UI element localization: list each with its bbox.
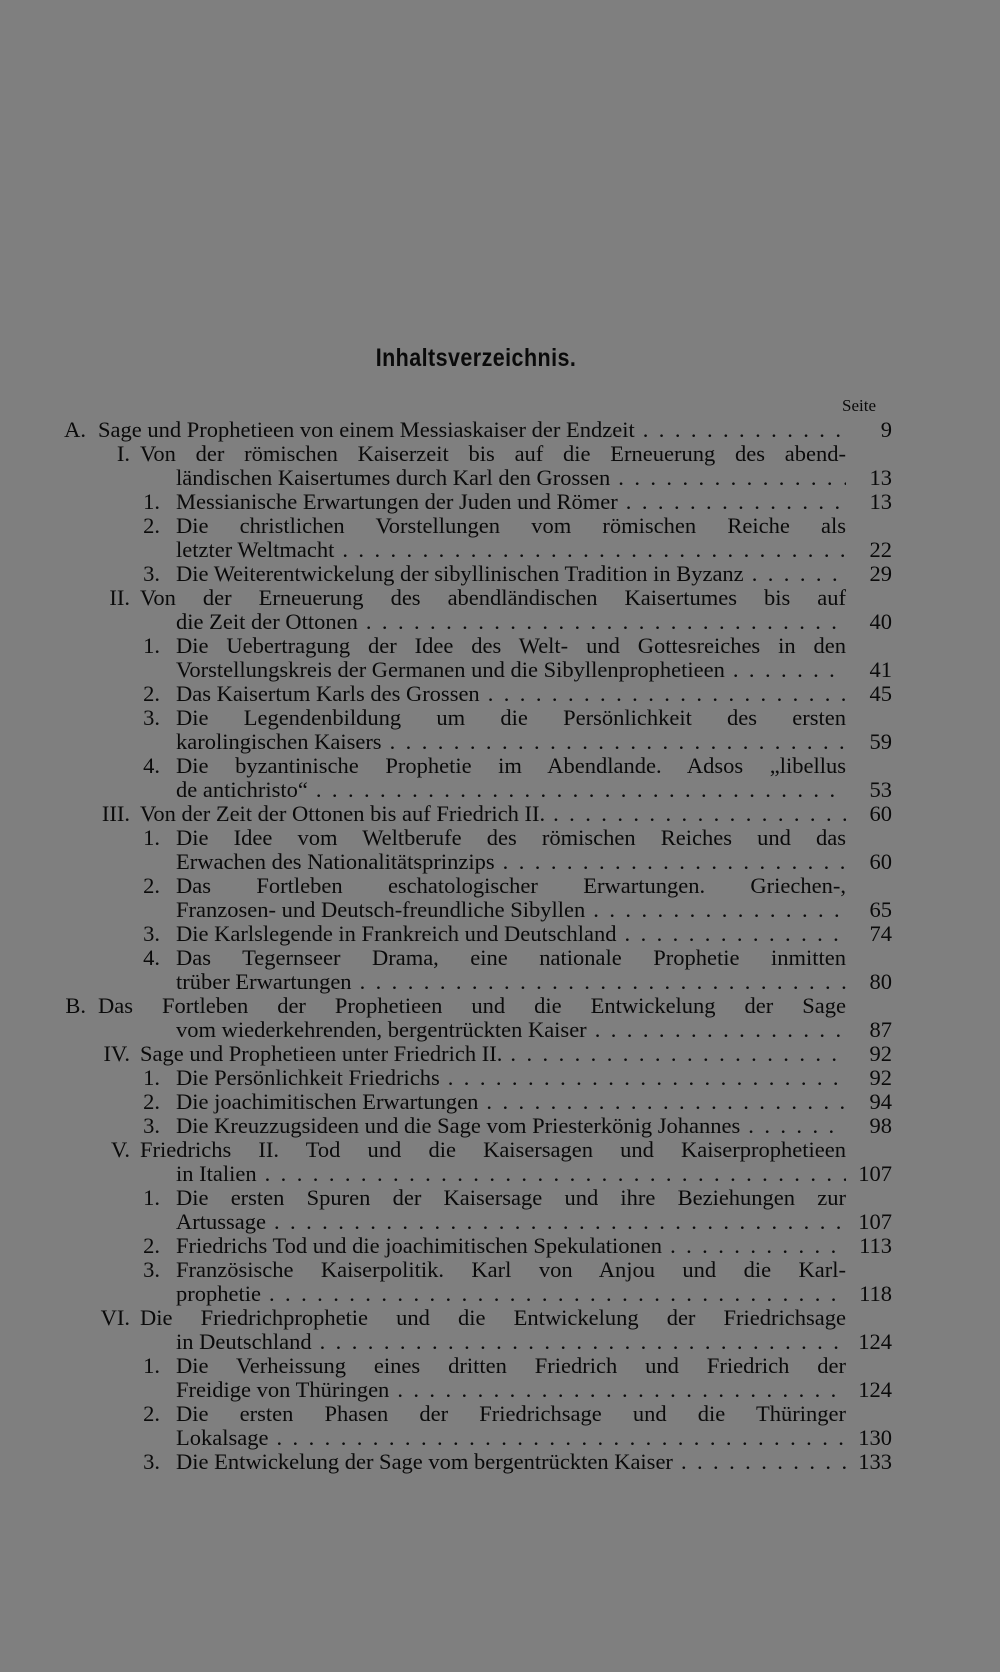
toc-entry-page: 107 <box>858 1161 892 1186</box>
toc-entry-title: Sage und Prophetieen von einem Messiaskaiser der Endzeit . . . <box>98 418 846 442</box>
toc-entry-number: VI. <box>100 1305 130 1330</box>
toc-entry <box>0 1138 1000 1162</box>
toc-entry <box>0 850 1000 874</box>
toc-entry-title: Die Karlslegende in Frankreich und Deutschland . . . <box>176 922 846 946</box>
toc-entry-number: B. <box>65 993 86 1018</box>
toc-entry-number: II. <box>109 585 130 610</box>
toc-entry <box>0 778 1000 802</box>
toc-entry-number: 3. <box>143 1113 160 1138</box>
toc-entry <box>0 730 1000 754</box>
toc-entry <box>0 1162 1000 1186</box>
toc-entry-page: 92 <box>869 1041 892 1066</box>
toc-entry-number: 1. <box>143 489 160 514</box>
toc-entry <box>0 610 1000 634</box>
toc-entry-number: 2. <box>143 513 160 538</box>
toc-entry <box>0 442 1000 466</box>
toc-entry-page: 92 <box>869 1065 892 1090</box>
toc-entry <box>0 682 1000 706</box>
toc-entry <box>0 1210 1000 1234</box>
toc-entry <box>0 1234 1000 1258</box>
toc-entry-number: 3. <box>143 561 160 586</box>
toc-entry-page: 74 <box>869 921 892 946</box>
toc-entry-title: prophetie . . . <box>176 1282 846 1306</box>
toc-entry-page: 40 <box>869 609 892 634</box>
toc-entry-title: Friedrichs II. Tod und die Kaisersagen und Kaiserprophetieen <box>140 1138 846 1162</box>
toc-entry <box>0 994 1000 1018</box>
toc-entry-page: 65 <box>869 897 892 922</box>
toc-entry-number: 1. <box>143 825 160 850</box>
toc-entry-title: Vorstellungskreis der Germanen und die Sibyllenprophetieen . . . <box>176 658 846 682</box>
toc-entry <box>0 1066 1000 1090</box>
toc-entry-page: 98 <box>869 1113 892 1138</box>
toc-entry-number: A. <box>64 417 86 442</box>
toc-entry-number: 2. <box>143 1089 160 1114</box>
page-column-label: Seite <box>842 396 876 415</box>
toc-entry-title: Die Kreuzzugsideen und die Sage vom Priesterkönig Johannes . . . <box>176 1114 846 1138</box>
toc-entry <box>0 1042 1000 1066</box>
toc-entry-number: 1. <box>143 1065 160 1090</box>
toc-entry <box>0 1114 1000 1138</box>
toc-entry-title: Von der Erneuerung des abendländischen Kaisertumes bis auf <box>140 586 846 610</box>
page-title: Inhaltsverzeichnis. <box>375 344 577 372</box>
toc-entry-page: 94 <box>869 1089 892 1114</box>
toc-entry-title: Erwachen des Nationalitätsprinzips . . . <box>176 850 846 874</box>
toc-entry <box>0 490 1000 514</box>
table-of-contents <box>0 418 1000 1474</box>
toc-entry-page: 118 <box>859 1281 892 1306</box>
toc-entry <box>0 898 1000 922</box>
toc-entry-page: 130 <box>858 1425 892 1450</box>
toc-entry-number: IV. <box>103 1041 130 1066</box>
toc-entry-number: V. <box>111 1137 130 1162</box>
toc-entry-title: Die ersten Phasen der Friedrichsage und die Thüringer <box>176 1402 846 1426</box>
toc-entry-page: 113 <box>859 1233 892 1258</box>
toc-entry-page: 45 <box>869 681 892 706</box>
toc-entry-title: karolingischen Kaisers . . . <box>176 730 846 754</box>
toc-entry-title: letzter Weltmacht . . . <box>176 538 846 562</box>
toc-entry-number: 2. <box>143 681 160 706</box>
toc-entry <box>0 1306 1000 1330</box>
toc-entry-title: die Zeit der Ottonen . . . <box>176 610 846 634</box>
toc-entry-number: 1. <box>143 1353 160 1378</box>
toc-entry <box>0 922 1000 946</box>
toc-entry-title: Lokalsage . . . <box>176 1426 846 1450</box>
toc-entry-number: III. <box>101 801 130 826</box>
toc-entry-number: I. <box>116 441 130 466</box>
toc-entry-number: 3. <box>143 921 160 946</box>
toc-entry-title: vom wiederkehrenden, bergentrückten Kaiser . . . <box>176 1018 846 1042</box>
toc-entry-page: 124 <box>858 1377 892 1402</box>
toc-entry-title: Die byzantinische Prophetie im Abendlande. Adsos „libellus <box>176 754 846 778</box>
toc-entry-page: 87 <box>869 1017 892 1042</box>
toc-entry <box>0 1018 1000 1042</box>
toc-entry-page: 80 <box>869 969 892 994</box>
toc-entry-title: Die joachimitischen Erwartungen . . . <box>176 1090 846 1114</box>
toc-entry-page: 13 <box>869 489 892 514</box>
toc-entry-title: Sage und Prophetieen unter Friedrich II. . . . <box>140 1042 846 1066</box>
toc-entry-title: ländischen Kaisertumes durch Karl den Grossen . . . <box>176 466 846 490</box>
toc-entry-title: de antichristo“ . . . <box>176 778 846 802</box>
toc-entry-title: Artussage . . . <box>176 1210 846 1234</box>
toc-entry-number: 2. <box>143 1401 160 1426</box>
toc-entry <box>0 538 1000 562</box>
toc-entry-page: 60 <box>869 849 892 874</box>
toc-entry-title: Friedrichs Tod und die joachimitischen Spekulationen . . . <box>176 1234 846 1258</box>
toc-entry-title: Das Tegernseer Drama, eine nationale Prophetie inmitten <box>176 946 846 970</box>
toc-entry-page: 9 <box>880 417 892 442</box>
toc-entry-page: 124 <box>858 1329 892 1354</box>
toc-entry-title: in Italien . . . <box>176 1162 846 1186</box>
toc-entry-title: Das Kaisertum Karls des Grossen . . . <box>176 682 846 706</box>
toc-entry-page: 22 <box>869 537 892 562</box>
toc-entry-page: 29 <box>869 561 892 586</box>
toc-entry <box>0 466 1000 490</box>
toc-entry-title: Freidige von Thüringen . . . <box>176 1378 846 1402</box>
toc-entry-page: 60 <box>869 801 892 826</box>
toc-entry-page: 107 <box>858 1209 892 1234</box>
toc-entry <box>0 802 1000 826</box>
toc-entry <box>0 970 1000 994</box>
toc-entry <box>0 1426 1000 1450</box>
toc-entry <box>0 1282 1000 1306</box>
toc-entry-title: Von der römischen Kaiserzeit bis auf die Erneuerung des abend- <box>140 442 846 466</box>
toc-entry-number: 3. <box>143 1449 160 1474</box>
toc-entry-title: Die Uebertragung der Idee des Welt- und Gottesreiches in den <box>176 634 846 658</box>
toc-entry <box>0 706 1000 730</box>
toc-entry-title: Messianische Erwartungen der Juden und Römer . . . <box>176 490 846 514</box>
toc-entry <box>0 514 1000 538</box>
toc-entry-title: Französische Kaiserpolitik. Karl von Anjou und die Karl- <box>176 1258 846 1282</box>
toc-entry-title: Die ersten Spuren der Kaisersage und ihre Beziehungen zur <box>176 1186 846 1210</box>
toc-entry <box>0 946 1000 970</box>
toc-entry-title: Die Legendenbildung um die Persönlichkeit des ersten <box>176 706 846 730</box>
toc-entry <box>0 754 1000 778</box>
toc-entry-number: 1. <box>143 1185 160 1210</box>
toc-entry-page: 53 <box>869 777 892 802</box>
toc-entry <box>0 562 1000 586</box>
toc-entry <box>0 1330 1000 1354</box>
toc-entry <box>0 418 1000 442</box>
toc-entry <box>0 1186 1000 1210</box>
toc-entry-number: 4. <box>143 945 160 970</box>
toc-entry-title: Die Weiterentwickelung der sibyllinischen Tradition in Byzanz . . . <box>176 562 846 586</box>
toc-entry-title: Die Friedrichprophetie und die Entwickelung der Friedrichsage <box>140 1306 846 1330</box>
toc-entry-title: Das Fortleben eschatologischer Erwartungen. Griechen-, <box>176 874 846 898</box>
toc-entry-title: Die Idee vom Weltberufe des römischen Reiches und das <box>176 826 846 850</box>
toc-entry-title: Von der Zeit der Ottonen bis auf Friedrich II. . . . <box>140 802 846 826</box>
toc-entry-number: 2. <box>143 873 160 898</box>
toc-entry <box>0 658 1000 682</box>
toc-entry <box>0 826 1000 850</box>
toc-entry-page: 133 <box>858 1449 892 1474</box>
toc-entry <box>0 1258 1000 1282</box>
toc-entry-title: Die Verheissung eines dritten Friedrich und Friedrich der <box>176 1354 846 1378</box>
toc-entry-title: Franzosen- und Deutsch-freundliche Sibyllen . . . <box>176 898 846 922</box>
toc-entry <box>0 1090 1000 1114</box>
toc-entry-number: 4. <box>143 753 160 778</box>
toc-entry-title: trüber Erwartungen . . . <box>176 970 846 994</box>
toc-entry <box>0 1402 1000 1426</box>
toc-entry-number: 2. <box>143 1233 160 1258</box>
toc-entry-title: Die christlichen Vorstellungen vom römischen Reiche als <box>176 514 846 538</box>
toc-entry-title: Die Persönlichkeit Friedrichs . . . <box>176 1066 846 1090</box>
toc-entry-page: 13 <box>869 465 892 490</box>
toc-entry <box>0 1354 1000 1378</box>
toc-entry-number: 3. <box>143 1257 160 1282</box>
toc-entry-number: 1. <box>143 633 160 658</box>
toc-entry-page: 59 <box>869 729 892 754</box>
toc-entry <box>0 634 1000 658</box>
toc-entry <box>0 1450 1000 1474</box>
toc-entry <box>0 586 1000 610</box>
toc-entry-title: Das Fortleben der Prophetieen und die Entwickelung der Sage <box>98 994 846 1018</box>
toc-entry-title: in Deutschland . . . <box>176 1330 846 1354</box>
toc-entry-page: 41 <box>869 657 892 682</box>
toc-entry-title: Die Entwickelung der Sage vom bergentrückten Kaiser . . . <box>176 1450 846 1474</box>
toc-entry <box>0 874 1000 898</box>
toc-entry <box>0 1378 1000 1402</box>
toc-entry-number: 3. <box>143 705 160 730</box>
